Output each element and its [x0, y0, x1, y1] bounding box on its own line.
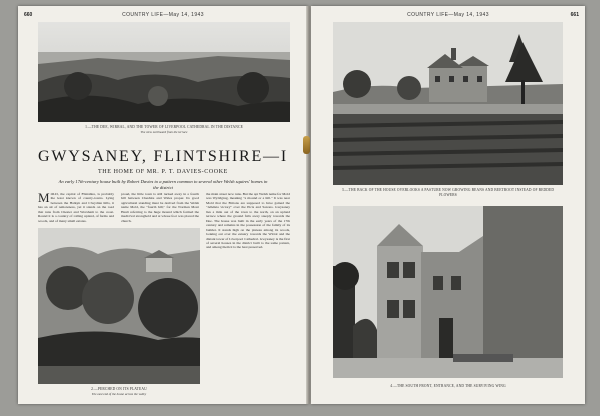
back-of-house-photo — [333, 22, 563, 185]
body-column-1-text: OLD, the capital of Flintshire, is probably the least known of county-towns. Lying between the Halkyn and Clwydian hills, it has an air of remoteness, yet it stands on the road that runs from Chester and Wrexham to the coast. Round it is a country of rolling upland, of farms and woods, and of many small estates. — [38, 192, 114, 223]
right-page-number: 661 — [570, 12, 579, 18]
landscape-photo — [38, 22, 290, 122]
drop-cap: M — [38, 192, 50, 205]
fig1-subcaption: The view northward from the terrace — [140, 130, 188, 134]
plateau-photo-art — [38, 228, 200, 384]
right-running-head: COUNTRY LIFE—May 14, 1943 — [407, 12, 489, 18]
body-column-2: proud, the little town is still tucked away in a fourth hill between Cheshire and Wales proper. Its good agricultural standing must be derived from the Welsh name Mold, the "fourth hill," for the Norman Mont Hault referring to the huge mound which formed the mediæval stronghold and at whose foot was placed the church. — [121, 192, 199, 223]
plateau-photo — [38, 228, 200, 384]
left-page-number: 660 — [24, 12, 33, 18]
binder-clip — [303, 136, 310, 154]
article-subtitle: THE HOME OF MR. P. T. DAVIES-COOKE — [98, 169, 228, 175]
right-page — [311, 6, 585, 404]
fig1-caption: 1.—THE DEE, WIRRAL, AND THE TOWER OF LIVERPOOL CATHEDRAL IN THE DISTANCE — [85, 125, 243, 129]
body-column-1 — [38, 192, 114, 224]
fig4-caption: 4.—THE SOUTH FRONT, ENTRANCE, AND THE SURVIVING WING — [390, 384, 506, 388]
landscape-photo-art — [38, 22, 290, 122]
south-front-photo-art — [333, 206, 563, 378]
back-of-house-photo-art — [333, 22, 563, 185]
left-page — [18, 6, 308, 404]
fig2-caption: 2.—PERCHED ON ITS PLATEAU — [91, 387, 147, 391]
south-front-photo — [333, 206, 563, 378]
fig3-caption: 3.—THE BACK OF THE HOUSE OVERLOOKS A PASTURE NOW GROWING BEANS AND BEETROOT INSTEAD OF BEDDED FLOWERS — [341, 188, 555, 197]
fig2-subcaption: The east end of the house across the valley — [91, 392, 147, 396]
article-lead: An early 17th-century house built by Robert Davies to a pattern common to several other Welsh squires' homes in the district — [58, 179, 268, 190]
left-running-head: COUNTRY LIFE—May 14, 1943 — [122, 12, 204, 18]
article-title: GWYSANEY, FLINTSHIRE—I — [38, 148, 288, 165]
body-column-3: the main street now runs. But the apt Welsh name for Mold was Wyddgrug, meaning "a mound or a hill." It was near Mold that the Britons are supposed to have gained the "Alleluia victory" over the Picts and Saxons. Gwysaney lies a mile out of the town to the north, on an upland terrace where the ground falls away steeply towards the Dee. The house was built in the early years of the 17th century and remains in the possession of the family of its builder. It stands high on the plateau among its woods, looking out over the estuary towards the Wirral and the distant tower of Liverpool Cathedral. Gwysaney is the first of several houses in the district built to the same pattern, and among them it is the best preserved. — [206, 192, 290, 250]
